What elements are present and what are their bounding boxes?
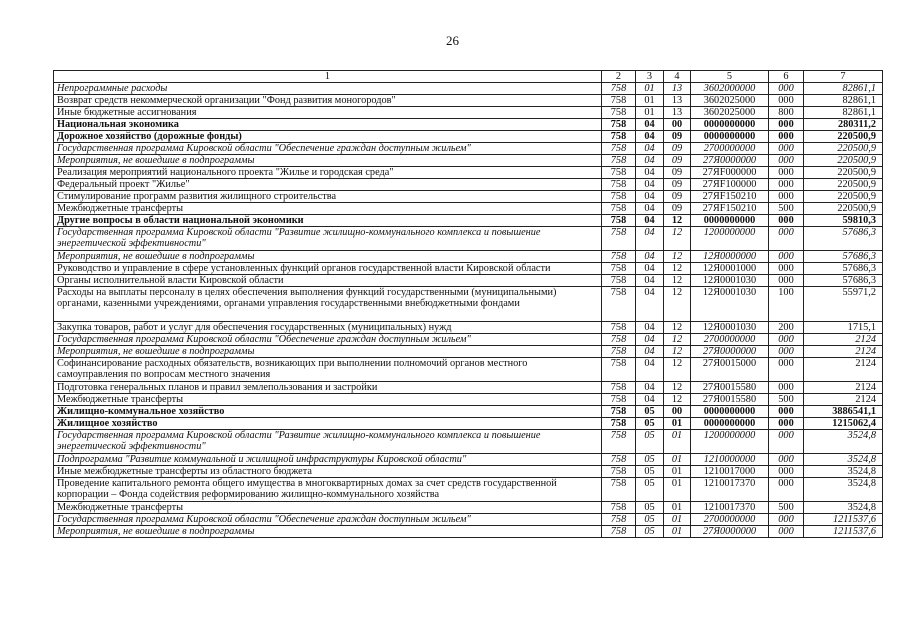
header-row [54,71,883,83]
row-section-code: 04 [636,394,664,406]
row-subsection-code: 01 [664,514,691,526]
row-section-code: 04 [636,322,664,334]
row-name: Мероприятия, не вошедшие в подпрограммы [54,155,602,167]
row-grbs-code: 758 [602,287,636,322]
row-expense-type: 000 [769,478,804,502]
row-subsection-code: 12 [664,227,691,251]
row-amount: 82861,1 [804,107,883,119]
row-name: Иные бюджетные ассигнования [54,107,602,119]
table-row [54,358,883,382]
row-subsection-code: 09 [664,179,691,191]
row-expense-type: 500 [769,502,804,514]
table-row [54,119,883,131]
row-amount: 2124 [804,382,883,394]
row-name: Межбюджетные трансферты [54,502,602,514]
row-section-code: 04 [636,143,664,155]
row-target-article: 12Я0000000 [691,251,769,263]
row-section-code: 05 [636,466,664,478]
row-target-article: 12Я0001030 [691,287,769,322]
row-target-article: 1200000000 [691,430,769,454]
row-name: Расходы на выплаты персоналу в целях обеспечения выполнения функций государственными (муниципальными) органами, казенными учреждениями, органами управления государственными внебюджетными фондами [54,287,602,322]
row-name: Государственная программа Кировской области "Обеспечение граждан доступным жильем" [54,143,602,155]
row-section-code: 01 [636,83,664,95]
row-name: Государственная программа Кировской области "Обеспечение граждан доступным жильем" [54,334,602,346]
row-expense-type: 000 [769,334,804,346]
row-amount: 220500,9 [804,155,883,167]
row-name: Мероприятия, не вошедшие в подпрограммы [54,526,602,538]
header-col-2: 2 [602,71,636,83]
table-row [54,382,883,394]
row-target-article: 2700000000 [691,514,769,526]
row-section-code: 04 [636,346,664,358]
row-section-code: 04 [636,275,664,287]
row-name: Руководство и управление в сфере установленных функций органов государственной власти Кировской области [54,263,602,275]
row-subsection-code: 12 [664,382,691,394]
table-row [54,215,883,227]
row-expense-type: 000 [769,526,804,538]
row-amount: 3886541,1 [804,406,883,418]
row-expense-type: 000 [769,179,804,191]
row-subsection-code: 12 [664,251,691,263]
row-expense-type: 000 [769,83,804,95]
row-amount: 82861,1 [804,95,883,107]
row-target-article: 27ЯF000000 [691,167,769,179]
row-target-article: 1200000000 [691,227,769,251]
row-section-code: 01 [636,95,664,107]
row-name: Дорожное хозяйство (дорожные фонды) [54,131,602,143]
row-section-code: 05 [636,502,664,514]
row-target-article: 0000000000 [691,215,769,227]
row-name: Софинансирование расходных обязательств, возникающих при выполнении полномочий органов местного самоуправления по вопросам местного значения [54,358,602,382]
row-name: Национальная экономика [54,119,602,131]
row-expense-type: 000 [769,430,804,454]
row-section-code: 04 [636,263,664,275]
row-subsection-code: 01 [664,466,691,478]
row-subsection-code: 01 [664,430,691,454]
row-section-code: 04 [636,191,664,203]
row-expense-type: 000 [769,215,804,227]
row-target-article: 27ЯF150210 [691,203,769,215]
row-grbs-code: 758 [602,334,636,346]
table-row [54,430,883,454]
table-row [54,478,883,502]
row-amount: 3524,8 [804,502,883,514]
row-name: Органы исполнительной власти Кировской области [54,275,602,287]
budget-table [53,70,883,538]
row-subsection-code: 09 [664,203,691,215]
row-grbs-code: 758 [602,83,636,95]
row-grbs-code: 758 [602,514,636,526]
row-subsection-code: 13 [664,83,691,95]
row-name: Жилищно-коммунальное хозяйство [54,406,602,418]
table-row [54,394,883,406]
row-name: Межбюджетные трансферты [54,203,602,215]
row-amount: 220500,9 [804,191,883,203]
row-grbs-code: 758 [602,502,636,514]
table-row [54,466,883,478]
row-expense-type: 000 [769,382,804,394]
row-section-code: 04 [636,251,664,263]
row-name: Возврат средств некоммерческой организации "Фонд развития моногородов" [54,95,602,107]
row-subsection-code: 12 [664,322,691,334]
row-amount: 220500,9 [804,131,883,143]
row-name: Федеральный проект "Жилье" [54,179,602,191]
row-target-article: 1210017370 [691,502,769,514]
row-expense-type: 000 [769,358,804,382]
row-target-article: 12Я0001000 [691,263,769,275]
row-subsection-code: 01 [664,502,691,514]
row-grbs-code: 758 [602,167,636,179]
row-grbs-code: 758 [602,454,636,466]
row-grbs-code: 758 [602,107,636,119]
table-row [54,514,883,526]
row-amount: 57686,3 [804,263,883,275]
row-grbs-code: 758 [602,179,636,191]
row-target-article: 3602025000 [691,95,769,107]
row-subsection-code: 12 [664,334,691,346]
table-row [54,275,883,287]
row-section-code: 04 [636,227,664,251]
table-row [54,131,883,143]
row-target-article: 12Я0001030 [691,275,769,287]
table-row [54,346,883,358]
row-amount: 220500,9 [804,167,883,179]
row-expense-type: 000 [769,346,804,358]
row-grbs-code: 758 [602,251,636,263]
row-expense-type: 000 [769,418,804,430]
row-name: Межбюджетные трансферты [54,394,602,406]
row-section-code: 04 [636,334,664,346]
row-amount: 3524,8 [804,478,883,502]
row-name: Стимулирование программ развития жилищного строительства [54,191,602,203]
row-target-article: 0000000000 [691,406,769,418]
row-subsection-code: 09 [664,131,691,143]
row-target-article: 2700000000 [691,143,769,155]
row-expense-type: 800 [769,107,804,119]
row-target-article: 3602025000 [691,107,769,119]
row-grbs-code: 758 [602,143,636,155]
row-target-article: 1210017370 [691,478,769,502]
row-amount: 2124 [804,346,883,358]
row-amount: 220500,9 [804,143,883,155]
row-subsection-code: 09 [664,155,691,167]
row-section-code: 04 [636,119,664,131]
table-row [54,526,883,538]
row-expense-type: 500 [769,203,804,215]
table-row [54,406,883,418]
row-section-code: 05 [636,454,664,466]
table-row [54,83,883,95]
row-amount: 57686,3 [804,227,883,251]
table-row [54,418,883,430]
row-expense-type: 000 [769,143,804,155]
row-section-code: 05 [636,526,664,538]
table-row [54,167,883,179]
table-row [54,251,883,263]
row-section-code: 04 [636,131,664,143]
row-grbs-code: 758 [602,131,636,143]
row-subsection-code: 12 [664,215,691,227]
row-subsection-code: 01 [664,454,691,466]
row-section-code: 04 [636,203,664,215]
row-target-article: 27Я0000000 [691,526,769,538]
row-subsection-code: 12 [664,263,691,275]
row-section-code: 04 [636,215,664,227]
row-subsection-code: 01 [664,478,691,502]
row-target-article: 2700000000 [691,334,769,346]
row-name: Иные межбюджетные трансферты из областного бюджета [54,466,602,478]
row-grbs-code: 758 [602,119,636,131]
row-amount: 59810,3 [804,215,883,227]
row-section-code: 05 [636,478,664,502]
row-subsection-code: 12 [664,275,691,287]
row-amount: 1211537,6 [804,514,883,526]
row-name: Государственная программа Кировской области "Обеспечение граждан доступным жильем" [54,514,602,526]
row-subsection-code: 09 [664,191,691,203]
row-name: Подготовка генеральных планов и правил землепользования и застройки [54,382,602,394]
table-row [54,143,883,155]
row-amount: 220500,9 [804,179,883,191]
row-grbs-code: 758 [602,526,636,538]
row-subsection-code: 12 [664,287,691,322]
row-target-article: 27Я0015580 [691,394,769,406]
row-name: Подпрограмма "Развитие коммунальной и жилищной инфраструктуры Кировской области" [54,454,602,466]
row-amount: 82861,1 [804,83,883,95]
row-expense-type: 000 [769,191,804,203]
row-target-article: 27Я0015000 [691,358,769,382]
row-expense-type: 000 [769,95,804,107]
row-name: Проведение капитального ремонта общего имущества в многоквартирных домах за счет средств государственной корпорации – Фонда содействия реформированию жилищно-коммунального хозяйства [54,478,602,502]
table-row [54,322,883,334]
row-section-code: 04 [636,167,664,179]
row-subsection-code: 12 [664,346,691,358]
row-name: Другие вопросы в области национальной экономики [54,215,602,227]
row-amount: 220500,9 [804,203,883,215]
row-grbs-code: 758 [602,155,636,167]
row-name: Закупка товаров, работ и услуг для обеспечения государственных (муниципальных) нужд [54,322,602,334]
row-grbs-code: 758 [602,215,636,227]
row-expense-type: 000 [769,263,804,275]
row-grbs-code: 758 [602,478,636,502]
table-row [54,203,883,215]
table-row [54,227,883,251]
row-target-article: 0000000000 [691,131,769,143]
row-section-code: 05 [636,406,664,418]
row-subsection-code: 00 [664,406,691,418]
row-target-article: 1210000000 [691,454,769,466]
table-row [54,191,883,203]
row-section-code: 05 [636,514,664,526]
row-subsection-code: 09 [664,143,691,155]
row-grbs-code: 758 [602,263,636,275]
row-expense-type: 000 [769,155,804,167]
row-subsection-code: 12 [664,394,691,406]
row-expense-type: 000 [769,251,804,263]
row-grbs-code: 758 [602,430,636,454]
row-expense-type: 000 [769,227,804,251]
row-target-article: 12Я0001030 [691,322,769,334]
row-subsection-code: 00 [664,119,691,131]
row-expense-type: 000 [769,131,804,143]
row-subsection-code: 13 [664,107,691,119]
row-amount: 1211537,6 [804,526,883,538]
row-grbs-code: 758 [602,227,636,251]
row-amount: 57686,3 [804,251,883,263]
row-name: Мероприятия, не вошедшие в подпрограммы [54,346,602,358]
table-row [54,107,883,119]
row-section-code: 04 [636,382,664,394]
row-section-code: 05 [636,430,664,454]
row-name: Реализация мероприятий национального проекта "Жилье и городская среда" [54,167,602,179]
row-section-code: 01 [636,107,664,119]
row-grbs-code: 758 [602,322,636,334]
table-row [54,179,883,191]
row-expense-type: 100 [769,287,804,322]
row-target-article: 27Я0000000 [691,155,769,167]
row-target-article: 0000000000 [691,418,769,430]
header-col-1: 1 [54,71,602,83]
row-expense-type: 200 [769,322,804,334]
row-expense-type: 000 [769,275,804,287]
row-name: Непрограммные расходы [54,83,602,95]
row-target-article: 27Я0015580 [691,382,769,394]
row-expense-type: 000 [769,119,804,131]
row-amount: 280311,2 [804,119,883,131]
row-name: Жилищное хозяйство [54,418,602,430]
table-row [54,95,883,107]
row-name: Мероприятия, не вошедшие в подпрограммы [54,251,602,263]
row-section-code: 05 [636,418,664,430]
row-grbs-code: 758 [602,346,636,358]
row-expense-type: 000 [769,454,804,466]
table-row [54,502,883,514]
row-target-article: 27ЯF150210 [691,191,769,203]
row-section-code: 04 [636,287,664,322]
header-col-6: 6 [769,71,804,83]
row-subsection-code: 13 [664,95,691,107]
row-amount: 2124 [804,358,883,382]
row-section-code: 04 [636,155,664,167]
row-amount: 3524,8 [804,454,883,466]
row-subsection-code: 09 [664,167,691,179]
row-name: Государственная программа Кировской области "Развитие жилищно-коммунального комплекса и повышение энергетической эффективности" [54,227,602,251]
row-grbs-code: 758 [602,406,636,418]
row-subsection-code: 01 [664,418,691,430]
row-amount: 55971,2 [804,287,883,322]
row-amount: 2124 [804,394,883,406]
row-target-article: 27ЯF100000 [691,179,769,191]
row-target-article: 0000000000 [691,119,769,131]
row-amount: 3524,8 [804,430,883,454]
header-col-4: 4 [664,71,691,83]
row-grbs-code: 758 [602,191,636,203]
table-row [54,287,883,322]
row-amount: 57686,3 [804,275,883,287]
row-amount: 3524,8 [804,466,883,478]
header-col-7: 7 [804,71,883,83]
row-target-article: 27Я0000000 [691,346,769,358]
row-grbs-code: 758 [602,466,636,478]
table-row [54,263,883,275]
row-grbs-code: 758 [602,275,636,287]
table-row [54,155,883,167]
row-target-article: 1210017000 [691,466,769,478]
page-number: 26 [446,33,459,48]
row-amount: 1715,1 [804,322,883,334]
row-subsection-code: 12 [664,358,691,382]
row-target-article: 3602000000 [691,83,769,95]
row-grbs-code: 758 [602,418,636,430]
row-grbs-code: 758 [602,203,636,215]
row-subsection-code: 01 [664,526,691,538]
row-amount: 2124 [804,334,883,346]
row-grbs-code: 758 [602,382,636,394]
row-grbs-code: 758 [602,358,636,382]
header-col-3: 3 [636,71,664,83]
row-section-code: 04 [636,358,664,382]
row-name: Государственная программа Кировской области "Развитие жилищно-коммунального комплекса и повышение энергетической эффективности" [54,430,602,454]
row-expense-type: 000 [769,514,804,526]
row-amount: 1215062,4 [804,418,883,430]
table-row [54,334,883,346]
row-grbs-code: 758 [602,394,636,406]
row-expense-type: 500 [769,394,804,406]
row-expense-type: 000 [769,167,804,179]
header-col-5: 5 [691,71,769,83]
row-expense-type: 000 [769,406,804,418]
row-expense-type: 000 [769,466,804,478]
row-section-code: 04 [636,179,664,191]
table-row [54,454,883,466]
row-grbs-code: 758 [602,95,636,107]
